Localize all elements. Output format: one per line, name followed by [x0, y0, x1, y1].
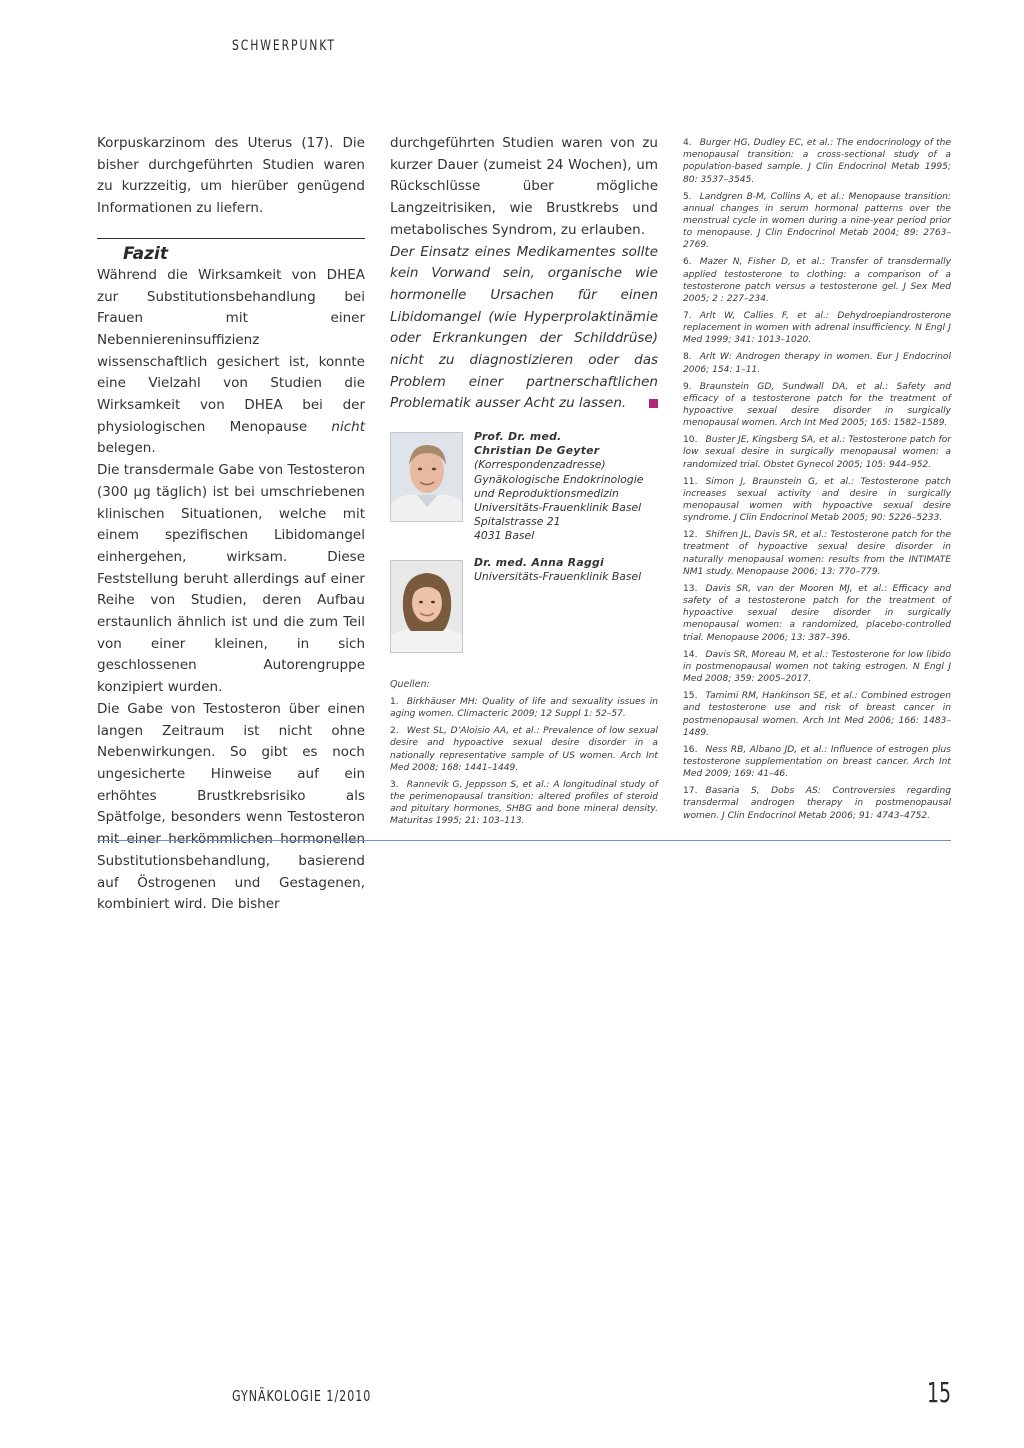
reference-text: Davis SR, van der Mooren MJ, et al.: Efficacy and safety of a testosterone patch for the treatment of hypoactive sexual desire disorder in surgically menopausal women: a randomized, placebo-controlled trial. Menopause 2006; 13: 387–396.: [683, 583, 951, 643]
reference-item: [683, 191, 951, 252]
author-2-name: Dr. med. Anna Raggi: [474, 556, 605, 569]
author-1-line: Universitäts-Frauenklinik Basel: [474, 501, 642, 515]
reference-item: [683, 137, 951, 186]
reference-item: [683, 381, 951, 430]
reference-text: West SL, D’Aloisio AA, et al.: Prevalence of low sexual desire and hypoactive sexual desire disorder in a nationally representative sample of US women. Arch Int Med 2008; 168: 1441–1449.: [390, 726, 658, 773]
author-1-title: Prof. Dr. med.: [474, 430, 562, 443]
reference-number: 3.: [390, 779, 399, 790]
reference-text: Arlt W: Androgen therapy in women. Eur J Endocrinol 2006; 154: 1–11.: [683, 352, 951, 375]
references-column-3: [683, 137, 951, 827]
reference-number: 8.: [683, 352, 692, 363]
reference-item: [683, 256, 951, 305]
author-photo-raggi: [390, 560, 463, 653]
reference-number: 13.: [683, 583, 698, 594]
sources-list-col2: [390, 679, 658, 832]
reference-item: [390, 725, 658, 774]
reference-text: Tamimi RM, Hankinson SE, et al.: Combined estrogen and testosterone use and risk of breast cancer in postmenopausal women. Arch Int Med 2006; 166: 1483–1489.: [683, 691, 951, 738]
fazit-paragraph-1-a: Während die Wirksamkeit von DHEA zur Substitutionsbehandlung bei Frauen mit einer Nebenniereninsuffizienz wissenschaftlich gesichert ist, konnte eine Vielzahl von Studien die Wirksamkeit von DHEA bei der physiologischen Menopause: [97, 266, 365, 435]
reference-number: 12.: [683, 530, 698, 541]
reference-text: Shifren JL, Davis SR, et al.: Testosterone patch for the treatment of hypoactive sexual desire disorder in naturally menopausal women: results from the INTIMATE NM1 study. Menopause 2006; 13: 770–779.: [683, 530, 951, 577]
reference-item: [683, 476, 951, 525]
page-number: 15: [927, 1376, 952, 1409]
author-block: [390, 430, 658, 660]
reference-number: 1.: [390, 697, 399, 707]
reference-text: Landgren B-M, Collins A, et al.: Menopause transition: annual changes in serum hormonal patterns over the menstrual cycle in women during a nine-year period prior to menopause. J Clin Endocrinol Metab 2004; 89: 2763–2769.: [683, 191, 951, 251]
reference-text: Birkhäuser MH: Quality of life and sexuality issues in aging women. Climacteric 2009; 12 Suppl 1: 52–57.: [390, 697, 658, 720]
reference-item: [683, 310, 951, 347]
fazit-paragraph-2: Die transdermale Gabe von Testosteron (300 µg täglich) ist bei umschriebenen klinischen Situationen, welche mit einem spezifischen Libidomangel einhergehen, wirksam. Diese Feststellung beruht allerdings auf einer Reihe von Studien, deren Aufbau erstaunlich ähnlich ist und die zum Teil von einer kleinen, in sich geschlossenen Autorengruppe konzipiert wurden.: [97, 462, 365, 696]
reference-item: [683, 351, 951, 375]
bottom-divider: [97, 840, 951, 841]
author-info-de-geyter: [474, 430, 643, 544]
fazit-paragraph-1-emphasis: nicht: [331, 418, 365, 435]
author-info-raggi: [474, 556, 641, 584]
reference-text: Mazer N, Fisher D, et al.: Transfer of transdermally applied testosterone to clothing: a comparison of a testosterone patch versus a testosterone gel. J Sex Med 2005; 2 : 227–234.: [683, 257, 951, 305]
reference-number: 15.: [683, 691, 698, 702]
reference-number: 10.: [683, 435, 698, 446]
author-1-name: Christian De Geyter: [474, 444, 600, 458]
reference-text: Rannevik G, Jeppsson S, et al.: A longitudinal study of the perimenopausal transition: altered profiles of steroid and pituitary hormones, SHBG and bone mineral density. Maturitas 1995; 21: 103–113.: [390, 779, 658, 827]
reference-number: 9.: [683, 381, 692, 392]
reference-text: Basaria S, Dobs AS: Controversies regarding transdermal androgen therapy in postmenopausal women. J Clin Endocrinol Metab 2006; 91: 4743–4752.: [683, 786, 951, 821]
end-of-article-square-icon: [649, 399, 658, 408]
fazit-paragraph-3: Die Gabe von Testosteron über einen langen Zeitraum ist nicht ohne Nebenwirkungen. So gibt es noch ungesicherte Hinweise auf ein erhöhtes Brustkrebsrisiko als Spätfolge, besonders wenn Testosteron mit einer herkömmlichen hormonellen Substitutionsbehandlung, basierend auf Östrogenen und Gestagenen, kombiniert wird. Die bisher: [97, 700, 365, 913]
fazit-paragraph-1-b: belegen.: [97, 440, 156, 457]
reference-number: 5.: [683, 191, 692, 202]
author-1-line: Spitalstrasse 21: [474, 515, 561, 529]
reference-number: 7.: [683, 311, 692, 322]
reference-item: [683, 649, 951, 686]
footer-journal-title: GYNÄKOLOGIE 1/2010: [232, 1387, 372, 1405]
column-2: [390, 133, 658, 415]
column-1: [97, 133, 365, 916]
reference-number: 17.: [683, 786, 698, 797]
reference-text: Burger HG, Dudley EC, et al.: The endocrinology of the menopausal transition: a cross-sectional study of a population-based sample. J Clin Endocrinol Metab 1995; 80: 3537–3545.: [683, 138, 951, 185]
reference-item: [390, 696, 658, 720]
sources-label: Quellen:: [390, 679, 430, 690]
reference-item: [683, 785, 951, 822]
reference-number: 4.: [683, 138, 692, 148]
intro-paragraph: Korpuskarzinom des Uterus (17). Die bisher durchgeführten Studien waren zu kurzzeitig, um hierüber genügend Informationen zu liefern.: [97, 135, 365, 217]
reference-text: Buster JE, Kingsberg SA, et al.: Testosterone patch for low sexual desire in surgically menopausal women: a randomized trial. Obstet Gynecol 2005; 105: 944–952.: [683, 435, 951, 470]
reference-item: [683, 583, 951, 644]
reference-item: [683, 744, 951, 781]
reference-number: 6.: [683, 257, 692, 268]
conclusion-paragraph: [390, 242, 658, 416]
reference-item: [390, 779, 658, 828]
author-1-line: 4031 Basel: [474, 529, 535, 543]
reference-number: 2.: [390, 726, 399, 737]
fazit-heading: Fazit: [123, 243, 168, 264]
reference-text: Ness RB, Albano JD, et al.: Influence of estrogen plus testosterone supplementation on breast cancer. Arch Int Med 2009; 169: 41–46.: [683, 744, 951, 780]
author-1-line: Gynäkologische Endokrinologie: [474, 472, 644, 486]
reference-number: 16.: [683, 744, 698, 755]
conclusion-text: Der Einsatz eines Medikamentes sollte kein Vorwand sein, organische wie hormonelle Ursachen für einen Libidomangel (wie Hyperprolaktinämie oder Erkrankungen der Schilddrüse) nicht zu diagnostizieren oder das Problem einer partnerschaftlichen Problematik ausser Acht zu lassen.: [390, 243, 658, 412]
reference-text: Arlt W, Callies F, et al.: Dehydroepiandrosterone replacement in women with adrenal insufficiency. N Engl J Med 1999; 341: 1013–1020.: [683, 311, 951, 346]
continuation-paragraph: durchgeführten Studien waren von zu kurzer Dauer (zumeist 24 Wochen), um Rückschlüsse über mögliche Langzeitrisiken, wie Brustkrebs und metabolisches Syndrom, zu erlauben.: [390, 135, 658, 238]
reference-text: Davis SR, Moreau M, et al.: Testosterone for low libido in postmenopausal women not taking estrogen. N Engl J Med 2008; 359: 2005–2017.: [683, 649, 951, 685]
reference-text: Simon J, Braunstein G, et al.: Testosterone patch increases sexual activity and desire in surgically menopausal women with hypoactive sexual desire syndrome. J Clin Endocrinol Metab 2005; 90: 5226–5233.: [683, 476, 951, 524]
reference-number: 14.: [683, 649, 698, 660]
reference-number: 11.: [683, 476, 698, 487]
author-2-line: Universitäts-Frauenklinik Basel: [474, 570, 642, 584]
fazit-divider: [97, 238, 365, 239]
reference-item: [683, 690, 951, 739]
reference-text: Braunstein GD, Sundwall DA, et al.: Safety and efficacy of a testosterone patch for the treatment of hypoactive sexual desire disorder in surgically menopausal women. Arch Int Med 2005; 165: 1582–1589.: [683, 381, 951, 429]
author-1-line: (Korrespondenzadresse): [474, 458, 606, 472]
running-head: SCHWERPUNKT: [232, 38, 336, 54]
reference-item: [683, 529, 951, 578]
author-1-line: und Reproduktionsmedizin: [474, 486, 619, 500]
author-photo-de-geyter: [390, 432, 463, 522]
fazit-paragraph-1: [97, 265, 365, 460]
reference-item: [683, 434, 951, 471]
